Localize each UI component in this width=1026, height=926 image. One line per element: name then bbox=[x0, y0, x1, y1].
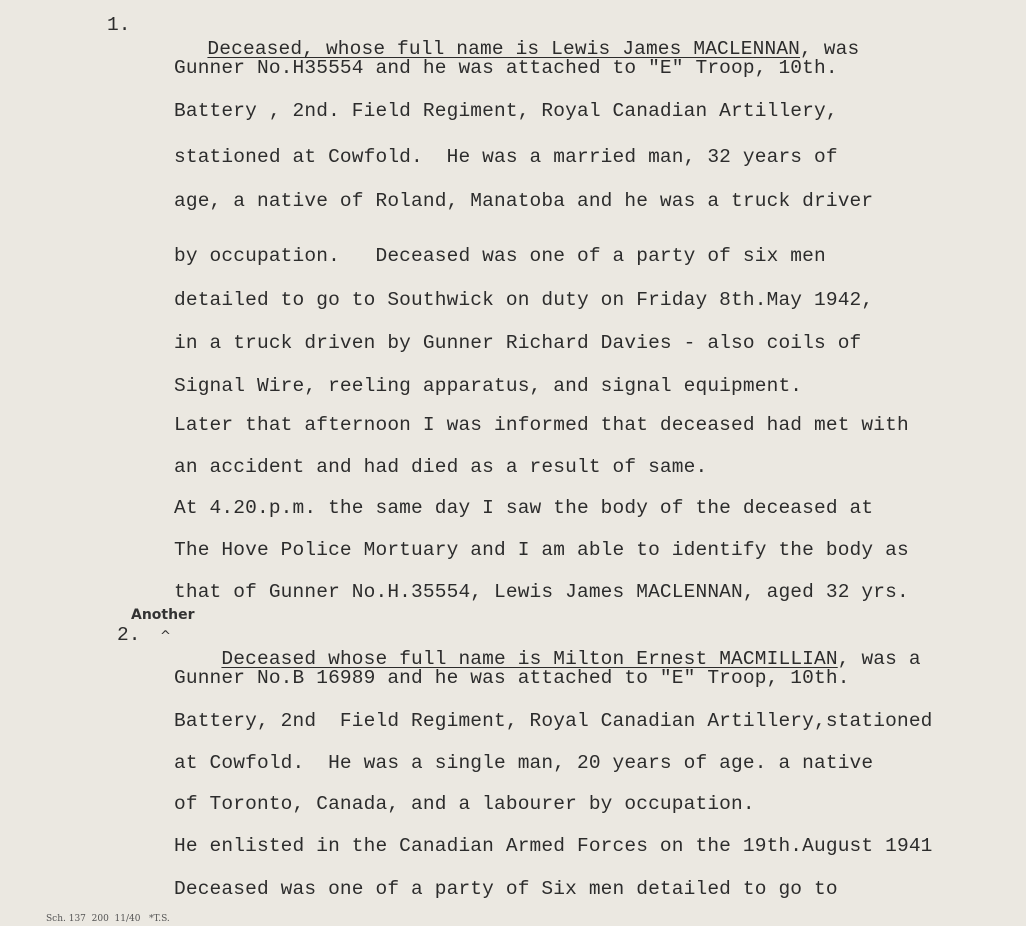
paragraph-2-line: Gunner No.B 16989 and he was attached to "E" Troop, 10th. bbox=[174, 667, 850, 689]
paragraph-1-line: detailed to go to Southwick on duty on Friday 8th.May 1942, bbox=[174, 289, 874, 311]
paragraph-1-line: Battery , 2nd. Field Regiment, Royal Canadian Artillery, bbox=[174, 100, 838, 122]
paragraph-2-line: of Toronto, Canada, and a labourer by occupation. bbox=[174, 793, 755, 815]
paragraph-1-line: in a truck driven by Gunner Richard Davies - also coils of bbox=[174, 332, 862, 354]
paragraph-2-line: He enlisted in the Canadian Armed Forces on the 19th.August 1941 bbox=[174, 835, 933, 857]
paragraph-1-line: age, a native of Roland, Manatoba and he was a truck driver bbox=[174, 190, 874, 212]
paragraph-1-line: by occupation. Deceased was one of a party of six men bbox=[174, 245, 826, 267]
paragraph-1-line: At 4.20.p.m. the same day I saw the body of the deceased at bbox=[174, 497, 874, 519]
paragraph-1-line: stationed at Cowfold. He was a married man, 32 years of bbox=[174, 146, 838, 168]
handwritten-insert: Another bbox=[131, 607, 195, 623]
paragraph-1-number: 1. bbox=[107, 14, 131, 36]
paragraph-1-line: that of Gunner No.H.35554, Lewis James MACLENNAN, aged 32 yrs. bbox=[174, 581, 909, 603]
paragraph-1-line-1-underlined: Deceased, whose full name is Lewis James MACLENNAN bbox=[207, 38, 801, 60]
paragraph-2-line: Deceased was one of a party of Six men detailed to go to bbox=[174, 878, 838, 900]
paragraph-2-line-1-rest: , was a bbox=[837, 648, 921, 670]
insertion-caret: ^ bbox=[160, 629, 171, 644]
paragraph-1-line: Signal Wire, reeling apparatus, and signal equipment. bbox=[174, 375, 803, 397]
print-code: Sch. 137 200 11/40 *T.S. bbox=[46, 914, 170, 924]
paragraph-2-line: Battery, 2nd Field Regiment, Royal Canadian Artillery,stationed bbox=[174, 710, 933, 732]
paragraph-1-line: an accident and had died as a result of same. bbox=[174, 456, 708, 478]
paragraph-2-line-1-underlined: Deceased whose full name is Milton Ernest MACMILLIAN bbox=[221, 648, 838, 670]
paragraph-1-line: The Hove Police Mortuary and I am able to identify the body as bbox=[174, 539, 909, 561]
paragraph-1-line: Later that afternoon I was informed that deceased had met with bbox=[174, 414, 909, 436]
paragraph-2-line: at Cowfold. He was a single man, 20 years of age. a native bbox=[174, 752, 874, 774]
paragraph-1-line-1-rest: , was bbox=[800, 38, 860, 60]
paragraph-1-line: Gunner No.H35554 and he was attached to "E" Troop, 10th. bbox=[174, 57, 838, 79]
paragraph-2-number: 2. bbox=[117, 624, 141, 646]
